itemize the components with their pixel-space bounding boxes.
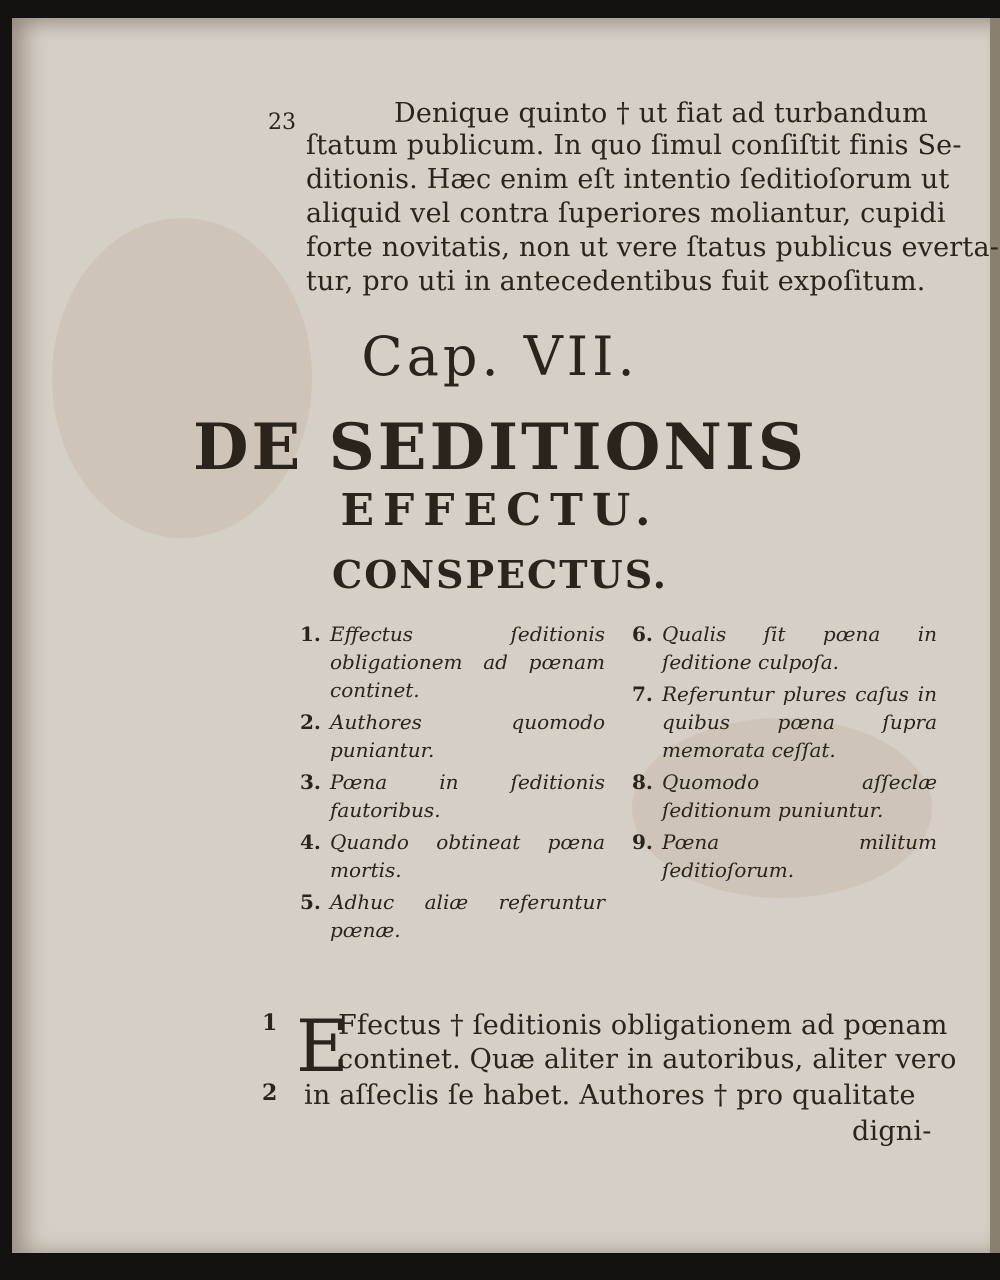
summary-item-text: Qualis ſit pœna in ſeditione culpoſa. [662,622,937,674]
summary-item-number: 6. [632,622,653,646]
summary-item-number: 7. [632,682,653,706]
body-line: Ffectus † ſeditionis obligationem ad pœnam [338,1010,948,1041]
paragraph-line: aliquid vel contra ſuperiores moliantur, cupidi [306,198,946,229]
body-line: continet. Quæ aliter in autoribus, aliter vero [338,1044,957,1075]
summary-item [300,888,605,944]
summary-item-text: Pœna militum ſeditioſorum. [662,830,937,882]
summary-item [632,620,937,676]
page-edge [990,18,1000,1253]
summary-item-text: Quando obtineat pœna mortis. [330,830,605,882]
summary-item-number: 3. [300,770,321,794]
summary-item-text: Pœna in ſeditionis fautoribus. [330,770,605,822]
summary-item-text: Adhuc aliæ referuntur pœnæ. [330,890,605,942]
catchword: digni- [852,1116,932,1147]
summary-item-text: Authores quomodo puniantur. [330,710,605,762]
page-number: 23 [268,110,296,135]
summary-item [300,708,605,764]
drop-cap: E [296,1004,349,1088]
chapter-title: DE SEDITIONIS [193,410,807,485]
summary-item [300,768,605,824]
margin-note: 1 [262,1010,278,1036]
summary-item-number: 9. [632,830,653,854]
body-line: in aſſeclis ſe habet. Authores † pro qualitate [304,1080,916,1111]
paragraph-line: ſtatum publicum. In quo ſimul conſiſtit finis Se- [306,130,962,161]
paragraph-line: tur, pro uti in antecedentibus fuit expoſitum. [306,266,926,297]
summary-item-number: 2. [300,710,321,734]
summary-item [632,828,937,884]
summary-item-text: Referuntur plures caſus in quibus pœna ſupra memorata ceſſat. [662,682,937,762]
summary-item-number: 4. [300,830,321,854]
summary-item [300,828,605,884]
summary-item-number: 8. [632,770,653,794]
margin-note: 2 [262,1080,278,1106]
paragraph-line: forte novitatis, non ut vere ſtatus publicus everta- [306,232,1000,263]
chapter-subtitle: EFFECTU. [340,485,660,536]
summary-item-number: 5. [300,890,321,914]
summary-item-text: Quomodo aſſeclæ ſeditionum puniuntur. [662,770,937,822]
summary-column-left [300,620,605,948]
summary-item [632,680,937,764]
summary-item [632,768,937,824]
paragraph-line: ditionis. Hæc enim eſt intentio ſeditioſorum ut [306,164,950,195]
summary-item [300,620,605,704]
summary-item-number: 1. [300,622,321,646]
paragraph-line: Denique quinto † ut fiat ad turbandum [394,98,928,129]
summary-column-right [632,620,937,888]
conspectus-heading: CONSPECTUS. [331,552,669,597]
chapter-number: Cap. VII. [361,325,639,388]
summary-item-text: Effectus ſeditionis obligationem ad pœnam continet. [330,622,605,702]
